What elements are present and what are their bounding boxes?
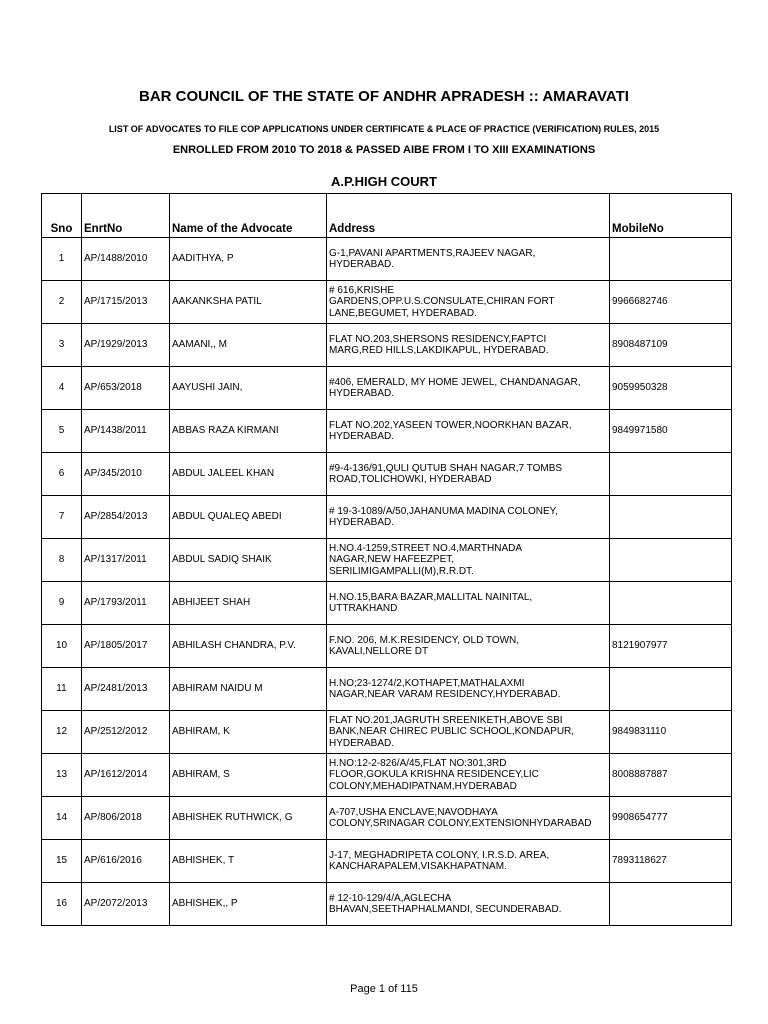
- cell-address: H.NO:12-2-826/A/45,FLAT NO:301,3RD FLOOR,GOKULA KRISHNA RESIDENCEY,LIC COLONY,MEHADIPATNAM,HYDERABAD: [327, 754, 610, 797]
- cell-sno: 16: [42, 883, 82, 926]
- cell-mobile: [610, 238, 732, 281]
- cell-sno: 7: [42, 496, 82, 539]
- cell-enrtno: AP/1805/2017: [82, 625, 170, 668]
- table-row: [42, 582, 732, 625]
- cell-enrtno: AP/1612/2014: [82, 754, 170, 797]
- table-row: [42, 883, 732, 926]
- table-row: [42, 410, 732, 453]
- cell-address: FLAT NO.202,YASEEN TOWER,NOORKHAN BAZAR, HYDERABAD.: [327, 410, 610, 453]
- cell-advocate-name: ABHISHEK RUTHWICK, G: [170, 797, 327, 840]
- cell-address: G-1,PAVANI APARTMENTS,RAJEEV NAGAR, HYDERABAD.: [327, 238, 610, 281]
- cell-enrtno: AP/2072/2013: [82, 883, 170, 926]
- cell-enrtno: AP/1488/2010: [82, 238, 170, 281]
- table-row: [42, 539, 732, 582]
- cell-enrtno: AP/1929/2013: [82, 324, 170, 367]
- cell-enrtno: AP/2481/2013: [82, 668, 170, 711]
- cell-enrtno: AP/1438/2011: [82, 410, 170, 453]
- cell-mobile: [610, 883, 732, 926]
- advocates-table: [41, 193, 732, 926]
- cell-mobile: [610, 453, 732, 496]
- cell-mobile: 9908654777: [610, 797, 732, 840]
- cell-address: FLAT NO.201,JAGRUTH SREENIKETH,ABOVE SBI BANK,NEAR CHIREC PUBLIC SCHOOL,KONDAPUR, HYDERABAD.: [327, 711, 610, 754]
- cell-advocate-name: ABHIJEET SHAH: [170, 582, 327, 625]
- cell-address: H.NO;23-1274/2,KOTHAPET,MATHALAXMI NAGAR,NEAR VARAM RESIDENCY,HYDERABAD.: [327, 668, 610, 711]
- cell-sno: 13: [42, 754, 82, 797]
- cell-mobile: 7893118627: [610, 840, 732, 883]
- table-row: [42, 238, 732, 281]
- cell-sno: 10: [42, 625, 82, 668]
- cell-advocate-name: AAKANKSHA PATIL: [170, 281, 327, 324]
- cell-mobile: 8008887887: [610, 754, 732, 797]
- cell-sno: 1: [42, 238, 82, 281]
- cell-address: J-17, MEGHADRIPETA COLONY, I.R.S.D. AREA, KANCHARAPALEM,VISAKHAPATNAM.: [327, 840, 610, 883]
- cell-advocate-name: ABHIRAM, K: [170, 711, 327, 754]
- court-heading: A.P.HIGH COURT: [331, 174, 437, 189]
- document-title: BAR COUNCIL OF THE STATE OF ANDHR APRADESH :: AMARAVATI: [139, 88, 629, 105]
- cell-advocate-name: ABHISHEK,, P: [170, 883, 327, 926]
- cell-mobile: 8121907977: [610, 625, 732, 668]
- column-header-mobile: MobileNo: [610, 194, 732, 238]
- table-row: [42, 668, 732, 711]
- cell-advocate-name: ABHIRAM, S: [170, 754, 327, 797]
- table-row: [42, 453, 732, 496]
- cell-mobile: [610, 539, 732, 582]
- cell-mobile: [610, 496, 732, 539]
- table-row: [42, 711, 732, 754]
- cell-advocate-name: ABDUL SADIQ SHAIK: [170, 539, 327, 582]
- cell-advocate-name: ABHILASH CHANDRA, P.V.: [170, 625, 327, 668]
- cell-address: H.NO.4-1259,STREET NO.4,MARTHNADA NAGAR,NEW HAFEEZPET, SERILIMIGAMPALLI(M),R.R.DT.: [327, 539, 610, 582]
- cell-address: #406, EMERALD, MY HOME JEWEL, CHANDANAGAR, HYDERABAD.: [327, 367, 610, 410]
- cell-advocate-name: AAMANI,, M: [170, 324, 327, 367]
- cell-enrtno: AP/2854/2013: [82, 496, 170, 539]
- page-number: Page 1 of 115: [350, 983, 418, 995]
- cell-sno: 6: [42, 453, 82, 496]
- cell-sno: 11: [42, 668, 82, 711]
- cell-sno: 2: [42, 281, 82, 324]
- cell-address: # 19-3-1089/A/50,JAHANUMA MADINA COLONEY, HYDERABAD.: [327, 496, 610, 539]
- cell-address: H.NO.15,BARA BAZAR,MALLITAL NAINITAL, UTTRAKHAND: [327, 582, 610, 625]
- table-header-row: [42, 194, 732, 238]
- cell-advocate-name: AAYUSHI JAIN,: [170, 367, 327, 410]
- cell-sno: 15: [42, 840, 82, 883]
- cell-mobile: 9849831110: [610, 711, 732, 754]
- cell-address: FLAT NO.203,SHERSONS RESIDENCY,FAPTCI MARG,RED HILLS,LAKDIKAPUL, HYDERABAD.: [327, 324, 610, 367]
- cell-sno: 12: [42, 711, 82, 754]
- cell-enrtno: AP/2512/2012: [82, 711, 170, 754]
- table-row: [42, 840, 732, 883]
- cell-enrtno: AP/1317/2011: [82, 539, 170, 582]
- table-row: [42, 281, 732, 324]
- cell-advocate-name: ABHIRAM NAIDU M: [170, 668, 327, 711]
- cell-sno: 4: [42, 367, 82, 410]
- cell-advocate-name: AADITHYA, P: [170, 238, 327, 281]
- table-row: [42, 496, 732, 539]
- column-header-enrtno: EnrtNo: [82, 194, 170, 238]
- cell-enrtno: AP/806/2018: [82, 797, 170, 840]
- cell-enrtno: AP/1715/2013: [82, 281, 170, 324]
- column-header-sno: Sno: [42, 194, 82, 238]
- column-header-name: Name of the Advocate: [170, 194, 327, 238]
- cell-mobile: 9849971580: [610, 410, 732, 453]
- cell-sno: 14: [42, 797, 82, 840]
- table-row: [42, 754, 732, 797]
- cell-sno: 5: [42, 410, 82, 453]
- cell-advocate-name: ABHISHEK, T: [170, 840, 327, 883]
- enrollment-range: ENROLLED FROM 2010 TO 2018 & PASSED AIBE FROM I TO XIII EXAMINATIONS: [172, 144, 596, 156]
- cell-advocate-name: ABBAS RAZA KIRMANI: [170, 410, 327, 453]
- cell-address: # 12-10-129/4/A,AGLECHA BHAVAN,SEETHAPHALMANDI, SECUNDERABAD.: [327, 883, 610, 926]
- cell-sno: 3: [42, 324, 82, 367]
- cell-enrtno: AP/345/2010: [82, 453, 170, 496]
- cell-mobile: [610, 668, 732, 711]
- document-subtitle: LIST OF ADVOCATES TO FILE COP APPLICATIONS UNDER CERTIFICATE & PLACE OF PRACTICE (VERIFICATION) RULES, 2015: [108, 124, 660, 134]
- cell-address: # 616,KRISHE GARDENS,OPP.U.S.CONSULATE,CHIRAN FORT LANE,BEGUMET, HYDERABAD.: [327, 281, 610, 324]
- cell-mobile: [610, 582, 732, 625]
- table-row: [42, 367, 732, 410]
- cell-mobile: 9966682746: [610, 281, 732, 324]
- cell-sno: 9: [42, 582, 82, 625]
- cell-sno: 8: [42, 539, 82, 582]
- table-row: [42, 797, 732, 840]
- column-header-address: Address: [327, 194, 610, 238]
- cell-enrtno: AP/616/2016: [82, 840, 170, 883]
- cell-enrtno: AP/1793/2011: [82, 582, 170, 625]
- cell-mobile: 8908487109: [610, 324, 732, 367]
- cell-advocate-name: ABDUL JALEEL KHAN: [170, 453, 327, 496]
- table-row: [42, 324, 732, 367]
- cell-enrtno: AP/653/2018: [82, 367, 170, 410]
- table-row: [42, 625, 732, 668]
- cell-address: #9-4-136/91,QULI QUTUB SHAH NAGAR,7 TOMBS ROAD,TOLICHOWKI, HYDERABAD: [327, 453, 610, 496]
- cell-address: F.NO. 206, M.K.RESIDENCY, OLD TOWN, KAVALI,NELLORE DT: [327, 625, 610, 668]
- cell-advocate-name: ABDUL QUALEQ ABEDI: [170, 496, 327, 539]
- cell-address: A-707,USHA ENCLAVE,NAVODHAYA COLONY,SRINAGAR COLONY,EXTENSIONHYDARABAD: [327, 797, 610, 840]
- cell-mobile: 9059950328: [610, 367, 732, 410]
